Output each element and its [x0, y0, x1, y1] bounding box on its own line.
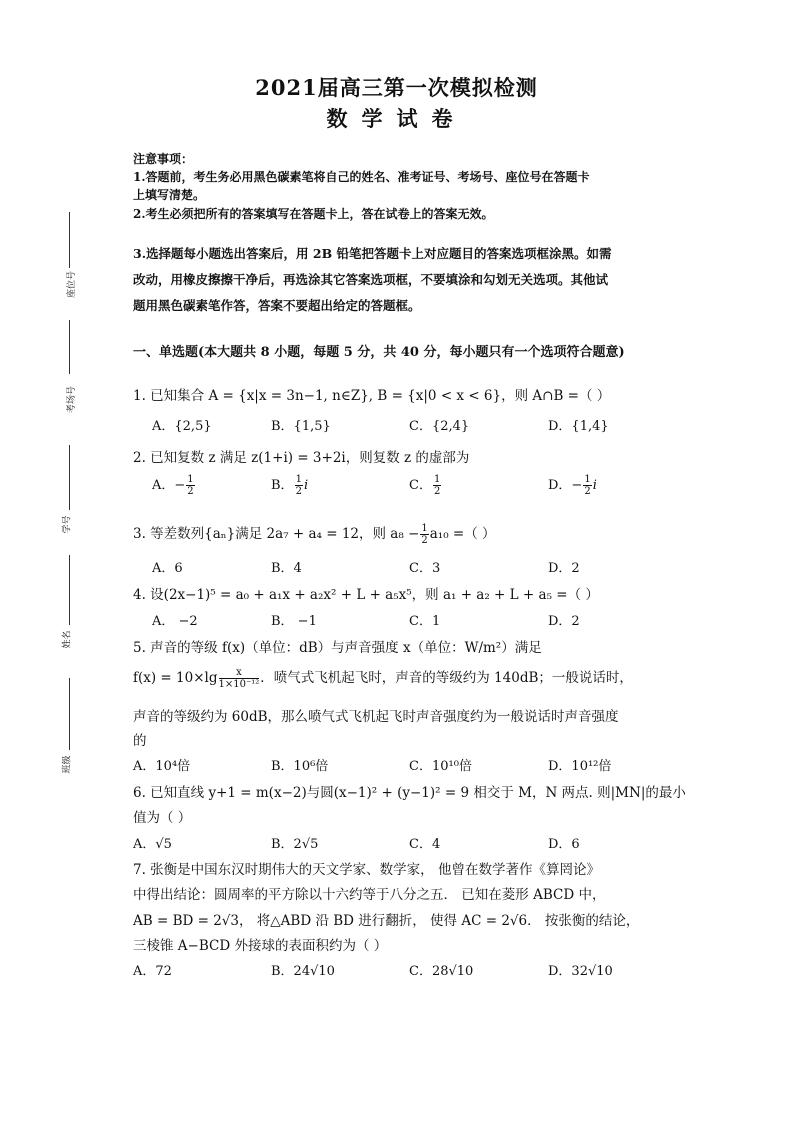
q5-option-b: B．10⁶倍	[271, 759, 329, 774]
note-1b: 上填写清楚。	[133, 188, 206, 202]
q4-option-c: C．1	[409, 614, 441, 629]
q2-option-d	[548, 474, 597, 497]
q4-option-a: A． −2	[152, 614, 198, 629]
q7-stem-a: 7. 张衡是中国东汉时期伟大的天文学家、数学家， 他曾在数学著作《算罔论》	[133, 862, 600, 878]
q3-num: 1	[421, 523, 428, 534]
q2-a-den: 2	[187, 486, 194, 497]
q2-option-a	[152, 474, 196, 497]
q2-option-c	[409, 474, 442, 497]
q7-stem-d: 三棱锥 A−BCD 外接球的表面积约为（ ）	[133, 938, 388, 954]
q4-stem: 4. 设(2x−1)⁵ = a₀ + a₁x + a₂x² + L + a₅x⁵，则 a₁ + a₂ + L + a₅ =（ ）	[133, 587, 599, 603]
q3-stem-b: a₁₀ =（ ）	[429, 526, 496, 542]
q2-d-unit: i	[592, 478, 597, 493]
q3-stem-a: 3. 等差数列{aₙ}满足 2a₇ + a₄ = 12，则 a₈ −	[133, 526, 420, 542]
q2-b-unit: i	[303, 478, 309, 493]
q5-stem-b2: ．喷气式飞机起飞时，声音的等级约为 140dB；一般说话时，	[260, 670, 633, 686]
q2-option-b-label: B．	[271, 478, 294, 493]
q2-b-den: 2	[295, 486, 302, 497]
q7-option-b: B．24√10	[271, 964, 335, 979]
q3-option-b: B．4	[271, 561, 302, 576]
note-1a: 1.答题前，考生务必用黑色碳素笔将自己的姓名、准考证号、考场号、座位号在答题卡	[133, 170, 590, 184]
note-3a: 3.选择题每小题选出答案后，用 2B 铅笔把答题卡上对应题目的答案选项框涂黑。如需	[133, 246, 612, 261]
q4-option-d: D．2	[548, 614, 580, 629]
id-line	[69, 445, 70, 510]
q3-option-a: A．6	[152, 561, 183, 576]
seat-label: 座位号	[67, 270, 78, 299]
q5-option-a: A．10⁴倍	[133, 759, 191, 774]
q2-c-num: 1	[433, 474, 441, 485]
q2-option-d-label: D．−	[548, 478, 583, 493]
q6-stem-a: 6. 已知直线 y+1 = m(x−2)与圆(x−1)² + (y−1)² = 9 相交于 M，N 两点. 则|MN|的最小	[133, 785, 686, 801]
q5-stem-a: 5. 声音的等级 f(x)（单位：dB）与声音强度 x（单位：W/m²）满足	[133, 640, 542, 656]
q3-option-d: D．2	[548, 561, 580, 576]
q2-d-den: 2	[584, 486, 591, 497]
q5-formula: f(x) = 10×lg	[133, 670, 218, 686]
exam-subtitle: 数学试卷	[326, 106, 467, 131]
q6-option-a: A．√5	[133, 837, 172, 852]
q3-frac	[420, 523, 428, 546]
q2-option-b	[271, 474, 308, 497]
q5-frac-num: x	[219, 667, 260, 679]
room-label: 考场号	[67, 385, 78, 414]
q3-den: 2	[421, 535, 428, 546]
q1-option-a: A．{2,5}	[152, 419, 212, 434]
q2-d-num: 1	[584, 474, 591, 485]
q2-option-a-label: A．−	[152, 478, 186, 493]
q2-c-den: 2	[433, 486, 441, 497]
id-label: 学号	[62, 515, 73, 534]
q7-option-c: C．28√10	[409, 964, 474, 979]
name-line	[69, 555, 70, 625]
q5-option-c: C．10¹⁰倍	[409, 759, 472, 774]
class-line	[69, 678, 70, 750]
q2-a-num: 1	[187, 474, 194, 485]
q2-d-frac	[583, 474, 591, 497]
q7-option-d: D．32√10	[548, 964, 613, 979]
room-line	[69, 320, 70, 374]
q6-option-d: D．6	[548, 837, 580, 852]
q1-option-c: C．{2,4}	[409, 419, 470, 434]
note-2: 2.考生必须把所有的答案填写在答题卡上，答在试卷上的答案无效。	[133, 207, 494, 221]
q6-option-c: C．4	[409, 837, 441, 852]
note-3b: 改动，用橡皮擦擦干净后，再选涂其它答案选项框，不要填涂和勾划无关选项。其他试	[133, 272, 609, 287]
seat-line	[69, 212, 70, 268]
q2-c-frac	[433, 474, 441, 497]
q5-stem-c: 声音的等级约为 60dB，那么喷气式飞机起飞时声音强度约为一般说话时声音强度	[133, 709, 619, 725]
q2-stem: 2. 已知复数 z 满足 z(1+i) = 3+2i，则复数 z 的虚部为	[133, 450, 470, 466]
exam-title: 2021届高三第一次模拟检测	[255, 75, 538, 100]
q7-stem-c: AB = BD = 2√3， 将△ABD 沿 BD 进行翻折， 使得 AC = 2√6． 按张衡的结论，	[133, 913, 640, 929]
q3-stem	[133, 522, 496, 546]
notes-heading: 注意事项：	[133, 152, 194, 166]
q5-stem-b	[133, 666, 633, 690]
q2-option-c-label: C．	[409, 478, 432, 493]
q6-stem-b: 值为（ ）	[133, 810, 192, 826]
q2-b-frac	[295, 474, 303, 497]
note-3c: 题用黑色碳素笔作答，答案不要超出给定的答题框。	[133, 298, 421, 313]
class-label: 班级	[62, 755, 73, 774]
q1-option-d: D．{1,4}	[548, 419, 609, 434]
q2-a-frac	[186, 474, 194, 497]
q3-option-c: C．3	[409, 561, 441, 576]
binding-margin	[50, 0, 80, 1123]
q6-option-b: B．2√5	[271, 837, 319, 852]
section-heading: 一、单选题(本大题共 8 小题，每题 5 分，共 40 分，每小题只有一个选项符合题意)	[133, 345, 625, 360]
q7-option-a: A．72	[133, 964, 172, 979]
name-label: 姓名	[62, 630, 73, 649]
q1-option-b: B．{1,5}	[271, 419, 331, 434]
q5-option-d: D．10¹²倍	[548, 759, 612, 774]
q4-option-b: B． −1	[271, 614, 317, 629]
q5-stem-d: 的	[133, 733, 147, 749]
q1-stem: 1. 已知集合 A = {x|x = 3n−1, n∈Z}, B = {x|0 < x < 6}，则 A∩B =（ ）	[133, 388, 611, 404]
q2-b-num: 1	[295, 474, 302, 485]
q5-frac-den: 1×10⁻¹²	[218, 679, 260, 690]
q7-stem-b: 中得出结论：圆周率的平方除以十六约等于八分之五． 已知在菱形 ABCD 中，	[133, 887, 606, 903]
q5-frac	[219, 667, 260, 690]
